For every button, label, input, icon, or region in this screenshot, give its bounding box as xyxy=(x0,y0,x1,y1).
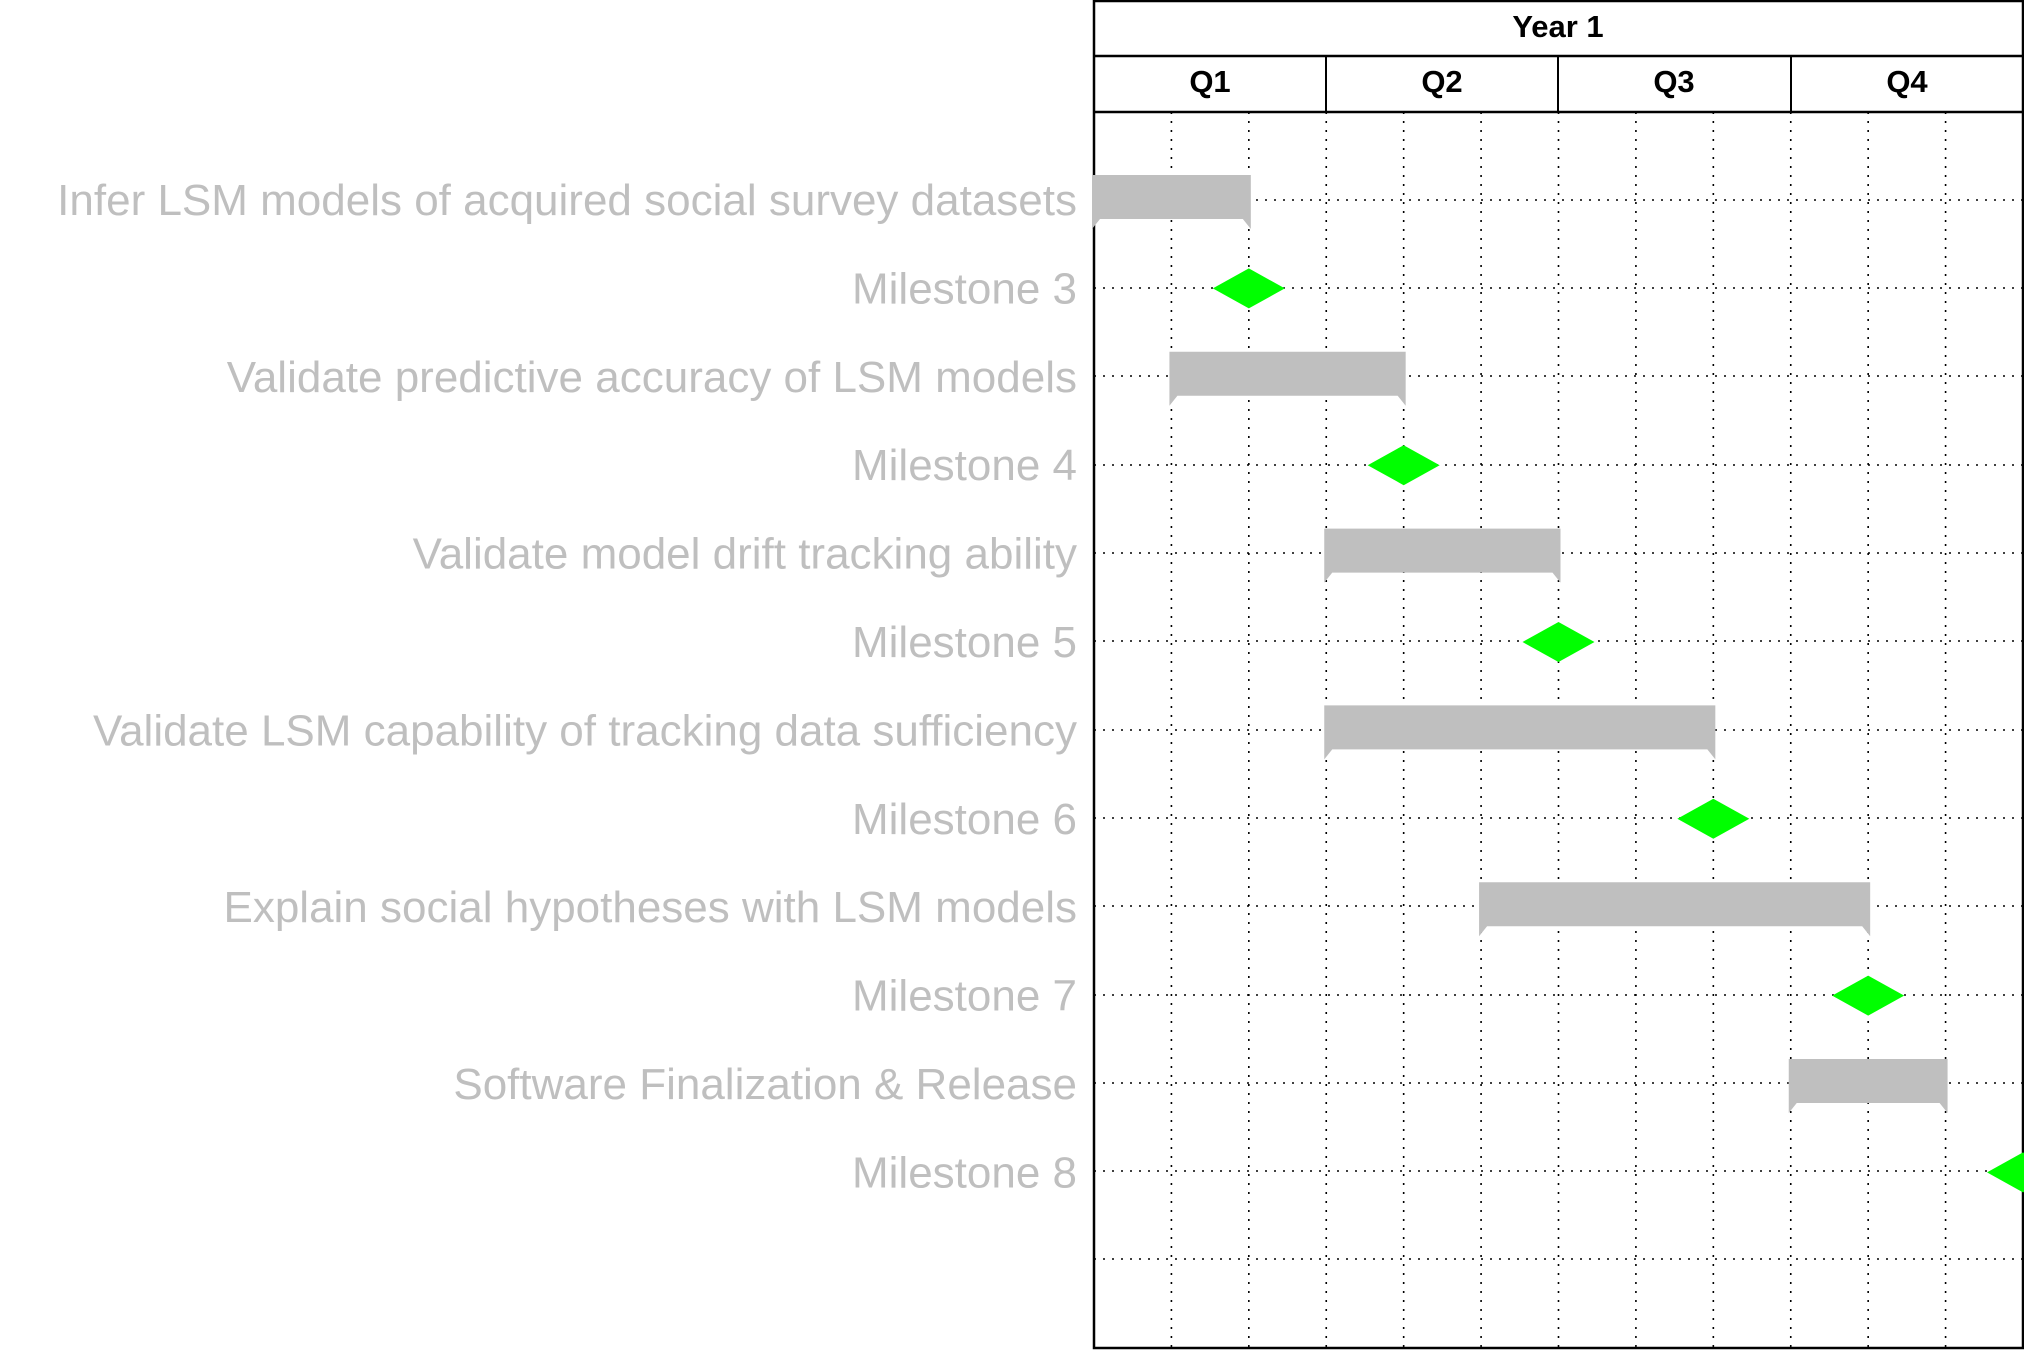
task-label: Infer LSM models of acquired social survey datasets xyxy=(57,176,1077,225)
milestone-label: Milestone 5 xyxy=(851,618,1077,667)
milestone-label: Milestone 6 xyxy=(851,794,1077,844)
task-label: Validate predictive accuracy of LSM models xyxy=(226,352,1077,402)
task-bar xyxy=(1169,352,1405,406)
quarter-header-q3: Q3 xyxy=(1653,64,1695,99)
milestone-diamond xyxy=(1677,799,1749,839)
task-label: Explain social hypotheses with LSM models xyxy=(223,883,1077,933)
task-bar xyxy=(1479,882,1870,936)
gantt-rows xyxy=(57,175,2024,1197)
milestone-label: Milestone 3 xyxy=(851,264,1077,314)
task-bar xyxy=(1789,1059,1948,1113)
task-bar xyxy=(1324,705,1715,759)
milestone-label: Milestone 8 xyxy=(851,1148,1077,1198)
quarter-header-q1: Q1 xyxy=(1189,64,1231,99)
quarter-header-q4: Q4 xyxy=(1886,64,1928,99)
milestone-diamond xyxy=(1987,1152,2024,1192)
milestone-diamond xyxy=(1832,976,1904,1016)
task-label: Validate model drift tracking ability xyxy=(412,529,1077,579)
task-label: Software Finalization & Release xyxy=(453,1060,1077,1109)
task-bar xyxy=(1324,529,1560,583)
quarter-header-q2: Q2 xyxy=(1421,64,1463,99)
milestone-diamond xyxy=(1213,268,1285,308)
task-label: Validate LSM capability of tracking data sufficiency xyxy=(92,706,1077,756)
milestone-label: Milestone 7 xyxy=(851,971,1077,1021)
milestone-label: Milestone 4 xyxy=(851,441,1077,491)
year-header: Year 1 xyxy=(1512,9,1604,44)
milestone-diamond xyxy=(1523,622,1595,662)
milestone-diamond xyxy=(1368,445,1440,485)
